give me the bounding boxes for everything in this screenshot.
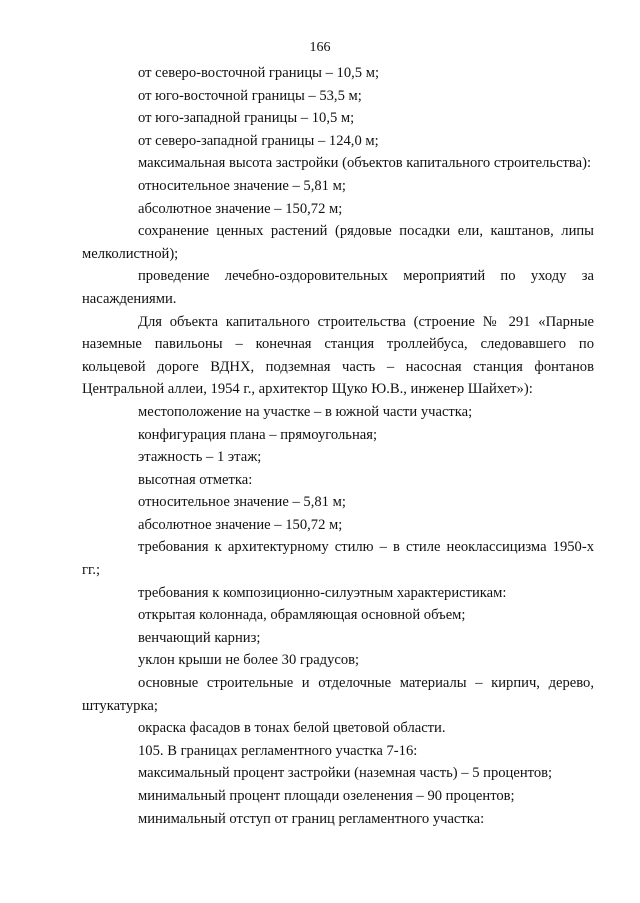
- paragraph: максимальная высота застройки (объектов капитального строительства):: [138, 155, 592, 172]
- paragraph: относительное значение – 5,81 м;: [138, 177, 346, 194]
- document-body: [82, 62, 594, 830]
- paragraph: уклон крыши не более 30 градусов;: [138, 652, 360, 669]
- paragraph: венчающий карниз;: [138, 629, 261, 646]
- paragraph: требования к композиционно-силуэтным характеристикам:: [138, 584, 507, 601]
- paragraph: от северо-восточной границы – 10,5 м;: [138, 65, 380, 81]
- paragraph: конфигурация плана – прямоугольная;: [138, 426, 378, 443]
- paragraph: абсолютное значение – 150,72 м;: [138, 200, 343, 217]
- paragraph: Для объекта капитального строительства (строение № 291 «Парные наземные павильоны – конечная станция троллейбуса, следовавшего по кольцевой дороге ВДНХ, подземная часть – насосная станция фонтанов Центральной аллеи, 1954 г., архитектор Щуко Ю.В., инженер Шайхет»):: [82, 313, 594, 398]
- paragraph: 105. В границах регламентного участка 7-16:: [138, 742, 418, 759]
- paragraph: абсолютное значение – 150,72 м;: [138, 516, 343, 533]
- paragraph: сохранение ценных растений (рядовые посадки ели, каштанов, липы мелколистной);: [82, 223, 594, 262]
- paragraph: местоположение на участке – в южной части участка;: [138, 403, 473, 420]
- paragraph: минимальный процент площади озеленения – 90 процентов;: [138, 788, 515, 804]
- paragraph: основные строительные и отделочные материалы – кирпич, дерево, штукатурка;: [82, 675, 594, 714]
- paragraph: высотная отметка:: [138, 471, 253, 488]
- paragraph: относительное значение – 5,81 м;: [138, 494, 346, 511]
- page-number: 166: [309, 40, 331, 55]
- paragraph: от юго-восточной границы – 53,5 м;: [138, 87, 362, 104]
- paragraph: этажность – 1 этаж;: [138, 449, 262, 466]
- paragraph: требования к архитектурному стилю – в стиле неоклассицизма 1950-х гг.;: [82, 539, 594, 579]
- paragraph: проведение лечебно-оздоровительных мероприятий по уходу за насаждениями.: [82, 268, 594, 307]
- paragraph: минимальный отступ от границ регламентного участка:: [138, 810, 485, 827]
- paragraph: открытая колоннада, обрамляющая основной объем;: [138, 607, 466, 624]
- paragraph: от юго-западной границы – 10,5 м;: [138, 110, 355, 127]
- paragraph: окраска фасадов в тонах белой цветовой области.: [138, 720, 446, 737]
- paragraph: максимальный процент застройки (наземная часть) – 5 процентов;: [138, 765, 553, 782]
- paragraph: от северо-западной границы – 124,0 м;: [138, 132, 379, 149]
